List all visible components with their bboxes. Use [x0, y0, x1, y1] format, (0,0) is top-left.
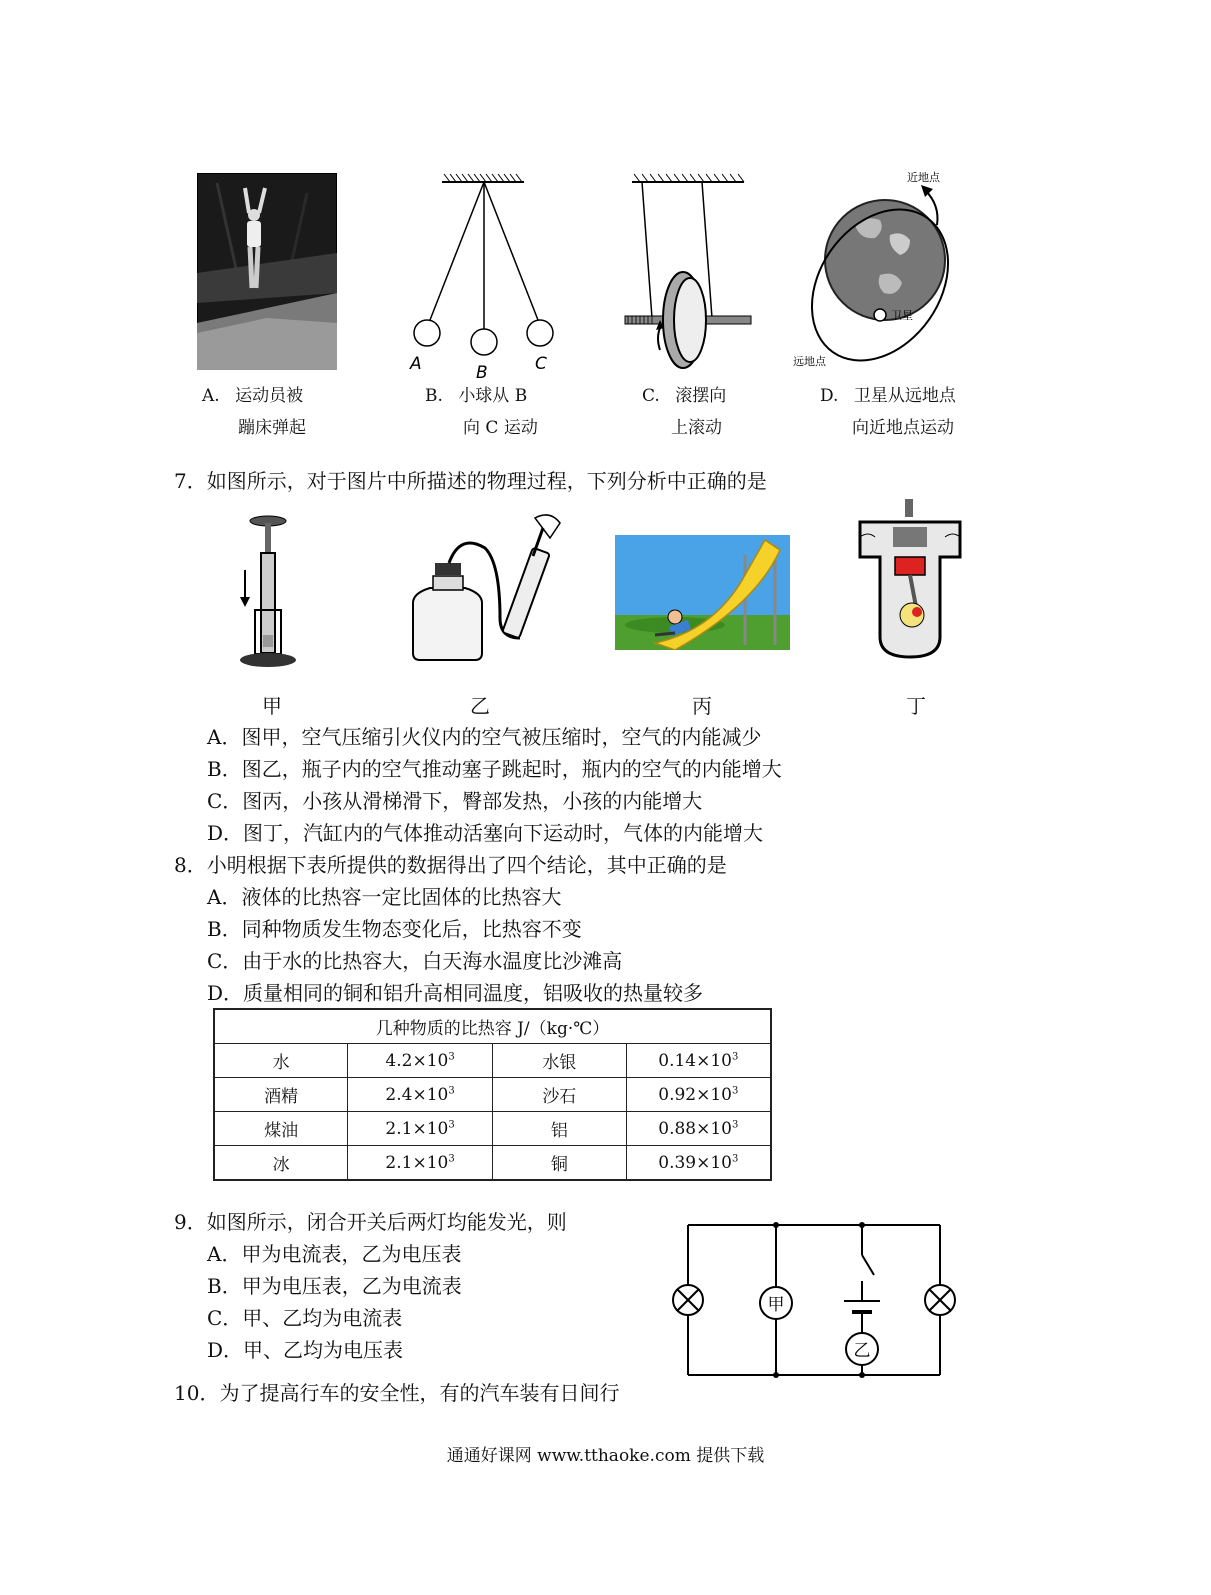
q8-option-b: B．同种物质发生物态变化后，比热容不变: [207, 917, 582, 941]
table-row: [214, 1078, 771, 1112]
maxwell-wheel-diagram: [620, 170, 760, 370]
lamp-right-icon: [925, 1285, 955, 1315]
trampoline-photo: [197, 173, 337, 370]
far-point-label: 远地点: [793, 355, 826, 368]
ball-a: [414, 320, 440, 346]
figure-label-jia: 甲: [262, 694, 282, 718]
figure-label-yi: 乙: [470, 694, 490, 718]
q7-stem: 7．如图所示，对于图片中所描述的物理过程，下列分析中正确的是: [174, 469, 767, 493]
table-cell: $0.92\times 10^3$: [626, 1078, 771, 1112]
q8-option-d: D．质量相同的铜和铝升高相同温度，铝吸收的热量较多: [207, 981, 704, 1005]
table-cell: $0.88\times 10^3$: [626, 1112, 771, 1146]
q7-option-d: D．图丁，汽缸内的气体推动活塞向下运动时，气体的内能增大: [207, 821, 764, 845]
table-cell: 铝: [492, 1112, 626, 1146]
q7-option-b: B．图乙，瓶子内的空气推动塞子跳起时，瓶内的空气的内能增大: [207, 757, 782, 781]
table-row: [214, 1112, 771, 1146]
satellite-orbit-diagram: [785, 165, 965, 375]
table-cell: 沙石: [492, 1078, 626, 1112]
q9-option-a: A．甲为电流表，乙为电压表: [207, 1242, 462, 1266]
q6-option-c-label: C.: [642, 386, 660, 406]
table-cell: 水银: [492, 1044, 626, 1078]
table-cell: 铜: [492, 1146, 626, 1181]
q6-option-b: [425, 388, 527, 405]
q6-option-a-line2: 蹦床弹起: [238, 418, 306, 438]
q6-option-b-label: B.: [425, 386, 443, 406]
table-row: [214, 1044, 771, 1078]
q8-option-c: C．由于水的比热容大，白天海水温度比沙滩高: [207, 949, 623, 973]
q7-option-a: A．图甲，空气压缩引火仪内的空气被压缩时，空气的内能减少: [207, 725, 762, 749]
q9-option-c: C．甲、乙均为电流表: [207, 1306, 403, 1330]
q6-option-a-label: A.: [202, 386, 220, 406]
table-cell: $2.4\times 10^3$: [348, 1078, 493, 1112]
q6-option-c-line2: 上滚动: [671, 418, 722, 438]
pendulum-label-a: A: [410, 354, 422, 374]
q6-option-d: [820, 388, 956, 405]
pendulum-label-b: B: [476, 363, 488, 380]
q6-option-c-line1: 滚摆向: [675, 386, 727, 406]
q8-stem: 8．小明根据下表所提供的数据得出了四个结论，其中正确的是: [174, 853, 727, 877]
q6-option-b-line1: 小球从 B: [458, 386, 528, 406]
table-cell: $0.14\times 10^3$: [626, 1044, 771, 1078]
q10-stem: 10．为了提高行车的安全性，有的汽车装有日间行: [174, 1381, 620, 1405]
page-footer: 通通好课网 www.tthaoke.com 提供下载: [446, 1446, 765, 1466]
ball-c: [527, 320, 553, 346]
q9-stem: 9．如图所示，闭合开关后两灯均能发光，则: [174, 1210, 567, 1234]
table-cell: $4.2\times 10^3$: [348, 1044, 493, 1078]
q6-option-c: [642, 388, 726, 405]
near-point-label: 近地点: [907, 171, 940, 184]
table-cell: 酒精: [214, 1078, 348, 1112]
table-cell: 水: [214, 1044, 348, 1078]
q6-option-b-line2: 向 C 运动: [463, 418, 538, 438]
q9-option-d: D．甲、乙均为电压表: [207, 1338, 404, 1362]
meter-jia-label: 甲: [767, 1295, 785, 1315]
circuit-diagram: [668, 1215, 963, 1385]
engine-cylinder: [855, 497, 965, 662]
table-cell: 冰: [214, 1146, 348, 1181]
q8-option-a: A．液体的比热容一定比固体的比热容大: [207, 885, 562, 909]
satellite-icon: [874, 309, 886, 321]
ball-b: [471, 329, 497, 355]
table-cell: $0.39\times 10^3$: [626, 1146, 771, 1181]
q6-option-a-line1: 运动员被: [235, 386, 304, 406]
table-cell: $2.1\times 10^3$: [348, 1112, 493, 1146]
specific-heat-table: [213, 1008, 772, 1181]
q9-option-b: B．甲为电压表，乙为电流表: [207, 1274, 462, 1298]
pendulum-diagram: [400, 170, 570, 380]
table-row: [214, 1146, 771, 1181]
q6-option-d-label: D.: [820, 386, 839, 406]
lamp-left-icon: [673, 1285, 703, 1315]
table-cell: 煤油: [214, 1112, 348, 1146]
q6-option-d-line1: 卫星从远地点: [853, 386, 956, 406]
air-compression-igniter: [235, 515, 300, 670]
table-caption: 几种物质的比热容 J/（kg·℃）: [214, 1009, 771, 1044]
figure-label-ding: 丁: [906, 694, 926, 718]
q7-option-c: C．图丙，小孩从滑梯滑下，臀部发热，小孩的内能增大: [207, 789, 703, 813]
pendulum-label-c: C: [535, 354, 547, 374]
bottle-pump: [405, 508, 575, 663]
table-cell: $2.1\times 10^3$: [348, 1146, 493, 1181]
satellite-label: 卫星: [891, 309, 913, 322]
meter-yi-label: 乙: [853, 1341, 871, 1361]
child-slide: [615, 535, 790, 650]
q6-option-a: [202, 388, 303, 405]
q6-option-d-line2: 向近地点运动: [852, 418, 954, 438]
figure-label-bing: 丙: [692, 694, 712, 718]
